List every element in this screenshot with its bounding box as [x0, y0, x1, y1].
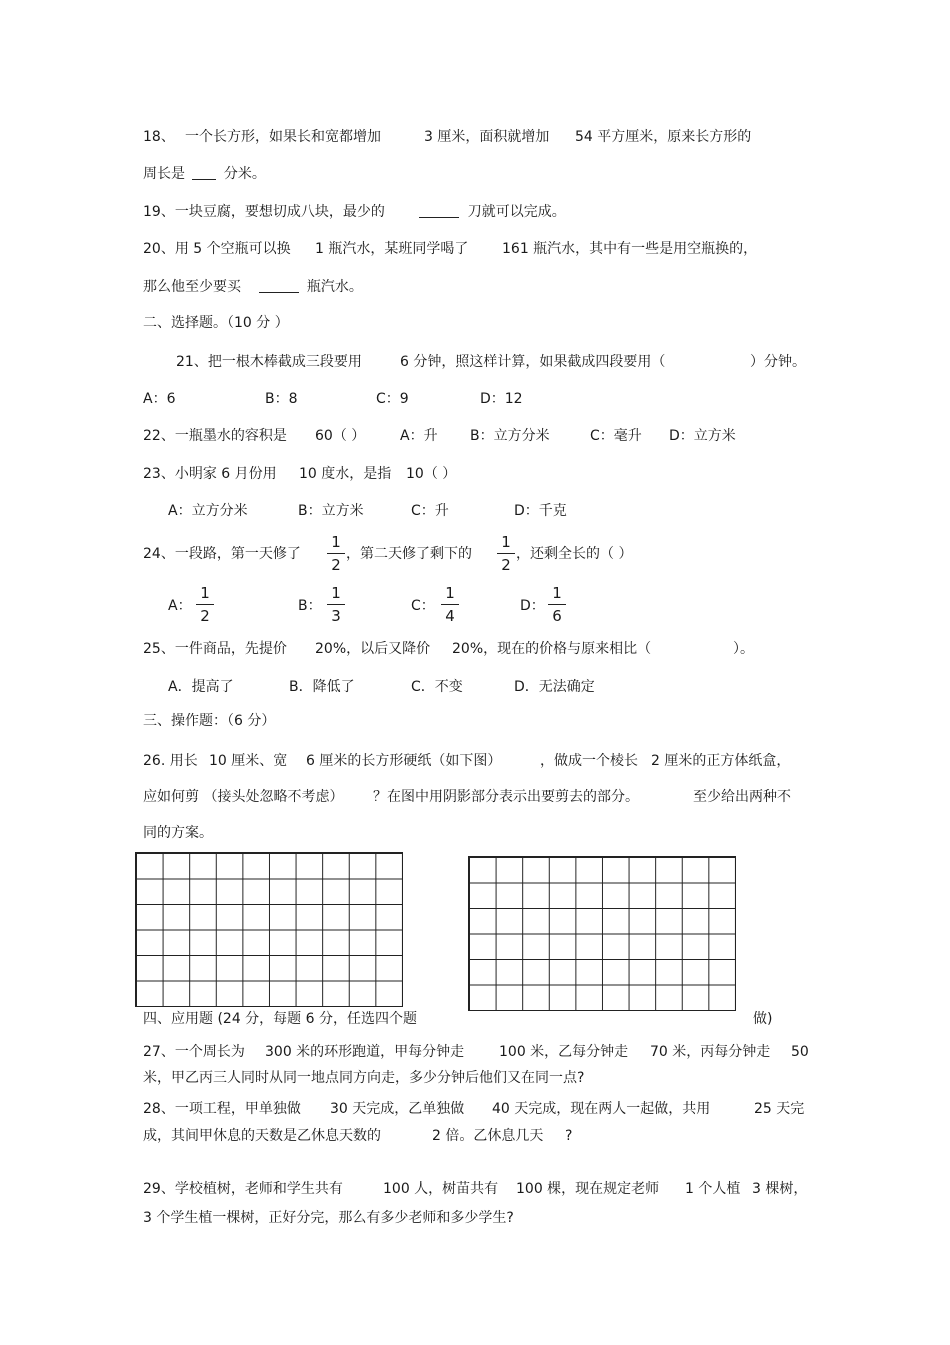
q29-text-part3: 100 棵，现在规定老师 — [516, 1181, 660, 1197]
q25-text-part1: 25、一件商品，先提价 — [143, 641, 287, 657]
q24-fraction-1 — [327, 533, 345, 574]
q27-text-part2: 300 米的环形跑道，甲每分钟走 — [265, 1044, 465, 1060]
q22-text-part1: 22、一瓶墨水的容积是 — [143, 428, 287, 444]
q27-text-part5: 50 — [791, 1044, 809, 1060]
q26-text-part1: 26. 用长 — [143, 753, 198, 769]
q21-text-part3: ）分钟。 — [750, 354, 806, 370]
q20-text-part1: 20、用 5 个空瓶可以换 — [143, 241, 291, 257]
q22-option-d[interactable]: D：立方米 — [669, 428, 736, 444]
q20-answer-blank[interactable] — [259, 276, 299, 293]
q21-text-part2: 6 分钟，照这样计算，如果截成四段要用（ — [400, 354, 666, 370]
q24-option-a-fraction[interactable] — [196, 584, 214, 625]
q24-option-b-denominator: 3 — [331, 607, 341, 625]
section-2-heading: 二、选择题。（10 分 ） — [143, 315, 289, 331]
q25-option-d[interactable]: D．无法确定 — [514, 679, 595, 695]
q24-fraction-2-denominator: 2 — [501, 556, 511, 574]
q25-text-part3: 20%，现在的价格与原来相比（ — [452, 641, 652, 657]
q26-text-part2: 10 厘米、宽 — [209, 753, 288, 769]
q22-option-c[interactable]: C：毫升 — [590, 428, 642, 444]
q25-text-part2: 20%，以后又降价 — [315, 641, 431, 657]
q21-option-a[interactable]: A：6 — [143, 391, 176, 407]
q24-option-a-denominator: 2 — [200, 607, 210, 625]
q26-text-part4: ，做成一个棱长 — [540, 753, 638, 769]
q23-text-part1: 23、小明家 6 月份用 — [143, 466, 277, 482]
q23-option-c[interactable]: C：升 — [411, 503, 449, 519]
q23-text-part2: 10 度水，是指 — [299, 466, 392, 482]
q24-option-c-numerator: 1 — [441, 584, 459, 605]
q18-text-line2-end: 分米。 — [223, 166, 266, 182]
q21-option-b[interactable]: B：8 — [265, 391, 298, 407]
q24-option-d-denominator: 6 — [552, 607, 562, 625]
q18-text-part2: 3 厘米，面积就增加 — [424, 129, 550, 145]
q24-text-part3: ，还剩全长的（ ） — [516, 546, 633, 562]
q23-option-b[interactable]: B：立方米 — [298, 503, 364, 519]
q24-option-d-fraction[interactable] — [548, 584, 566, 625]
q23-option-a[interactable]: A：立方分米 — [168, 503, 248, 519]
q21-text-part1: 21、把一根木棒截成三段要用 — [176, 354, 362, 370]
q24-option-a-numerator: 1 — [196, 584, 214, 605]
q24-option-c-fraction[interactable] — [441, 584, 459, 625]
q24-fraction-2 — [497, 533, 515, 574]
q24-option-c-label[interactable]: C： — [411, 598, 435, 614]
q18-answer-blank[interactable] — [192, 163, 216, 180]
q26-text-part3: 6 厘米的长方形硬纸（如下图） — [306, 753, 502, 769]
q18-text-part1: 一个长方形，如果长和宽都增加 — [185, 129, 381, 145]
q26-text-line3: 同的方案。 — [143, 825, 213, 841]
q28-text-line2-part3: ? — [565, 1128, 573, 1144]
q18-text-part3: 54 平方厘米，原来长方形的 — [575, 129, 752, 145]
q25-option-b[interactable]: B．降低了 — [289, 679, 355, 695]
q24-option-b-fraction[interactable] — [327, 584, 345, 625]
q20-text-line2-end: 瓶汽水。 — [306, 279, 363, 295]
q29-text-part2: 100 人，树苗共有 — [383, 1181, 499, 1197]
q23-text-part3: 10（ ） — [406, 466, 457, 482]
q18-text-line2 — [143, 163, 266, 184]
q28-text-part2: 30 天完成，乙单独做 — [330, 1101, 465, 1117]
q24-text-part2: ，第二天修了剩下的 — [346, 546, 472, 562]
q29-text-part5: 3 棵树， — [752, 1181, 808, 1197]
q29-text-part1: 29、学校植树，老师和学生共有 — [143, 1181, 343, 1197]
q25-option-c[interactable]: C．不变 — [411, 679, 463, 695]
q19-text-start: 19、一块豆腐，要想切成八块，最少的 — [143, 204, 385, 220]
q29-text-part4: 1 个人植 — [685, 1181, 741, 1197]
q22-option-a[interactable]: A：升 — [400, 428, 438, 444]
q28-text-part3: 40 天完成，现在两人一起做，共用 — [492, 1101, 711, 1117]
q29-text-line2: 3 个学生植一棵树，正好分完，那么有多少老师和多少学生? — [143, 1210, 514, 1226]
q24-option-b-label[interactable]: B： — [298, 598, 322, 614]
q19-text — [143, 201, 566, 222]
q26-text-part5: 2 厘米的正方体纸盒， — [651, 753, 791, 769]
q26-text-line2-part2: ？在图中用阴影部分表示出要剪去的部分。 — [373, 789, 639, 805]
q24-fraction-2-numerator: 1 — [497, 533, 515, 554]
q26-text-line2-part3: 至少给出两种不 — [693, 789, 791, 805]
q24-option-d-numerator: 1 — [548, 584, 566, 605]
q22-text-part2: 60（ ） — [315, 428, 366, 444]
q28-text-line2-part2: 2 倍。乙休息几天 — [432, 1128, 544, 1144]
q27-text-line2: 米，甲乙丙三人同时从同一地点同方向走，多少分钟后他们又在同一点? — [143, 1070, 585, 1086]
q18-number: 18、 — [143, 129, 175, 145]
q19-answer-blank[interactable] — [419, 201, 459, 218]
q28-text-part1: 28、一项工程，甲单独做 — [143, 1101, 301, 1117]
q25-text-part4: ）。 — [733, 641, 754, 657]
q21-option-d[interactable]: D：12 — [480, 391, 523, 407]
q20-text-line2 — [143, 276, 363, 297]
q24-fraction-1-denominator: 2 — [331, 556, 341, 574]
q21-option-c[interactable]: C：9 — [376, 391, 409, 407]
q27-text-part3: 100 米，乙每分钟走 — [499, 1044, 629, 1060]
q24-option-b-numerator: 1 — [327, 584, 345, 605]
q28-text-line2-part1: 成，其间甲休息的天数是乙休息天数的 — [143, 1128, 381, 1144]
q27-text-part1: 27、一个周长为 — [143, 1044, 245, 1060]
q23-option-d[interactable]: D：千克 — [514, 503, 567, 519]
q24-option-a-label[interactable]: A： — [168, 598, 192, 614]
q27-text-part4: 70 米，丙每分钟走 — [650, 1044, 771, 1060]
q26-text-line2-part1: 应如何剪 （接头处忽略不考虑） — [143, 789, 344, 805]
q18-text-line2-start: 周长是 — [143, 166, 185, 182]
q26-grid-right[interactable] — [468, 856, 736, 1011]
q19-text-end: 刀就可以完成。 — [467, 204, 566, 220]
q20-text-part2: 1 瓶汽水，某班同学喝了 — [315, 241, 469, 257]
q24-option-d-label[interactable]: D： — [520, 598, 545, 614]
q28-text-part4: 25 天完 — [754, 1101, 805, 1117]
q25-option-a[interactable]: A．提高了 — [168, 679, 234, 695]
q24-text-part1: 24、一段路，第一天修了 — [143, 546, 301, 562]
section-4-heading: 四、应用题 (24 分，每题 6 分，任选四个题 — [143, 1011, 417, 1027]
q20-text-line2-start: 那么他至少要买 — [143, 279, 241, 295]
q26-grid-left[interactable] — [135, 852, 403, 1007]
section-4-heading-end: 做) — [753, 1011, 773, 1027]
q24-fraction-1-numerator: 1 — [327, 533, 345, 554]
q20-text-part3: 161 瓶汽水，其中有一些是用空瓶换的， — [502, 241, 758, 257]
q24-option-c-denominator: 4 — [445, 607, 455, 625]
section-3-heading: 三、操作题：（6 分） — [143, 713, 276, 729]
q22-option-b[interactable]: B：立方分米 — [470, 428, 550, 444]
